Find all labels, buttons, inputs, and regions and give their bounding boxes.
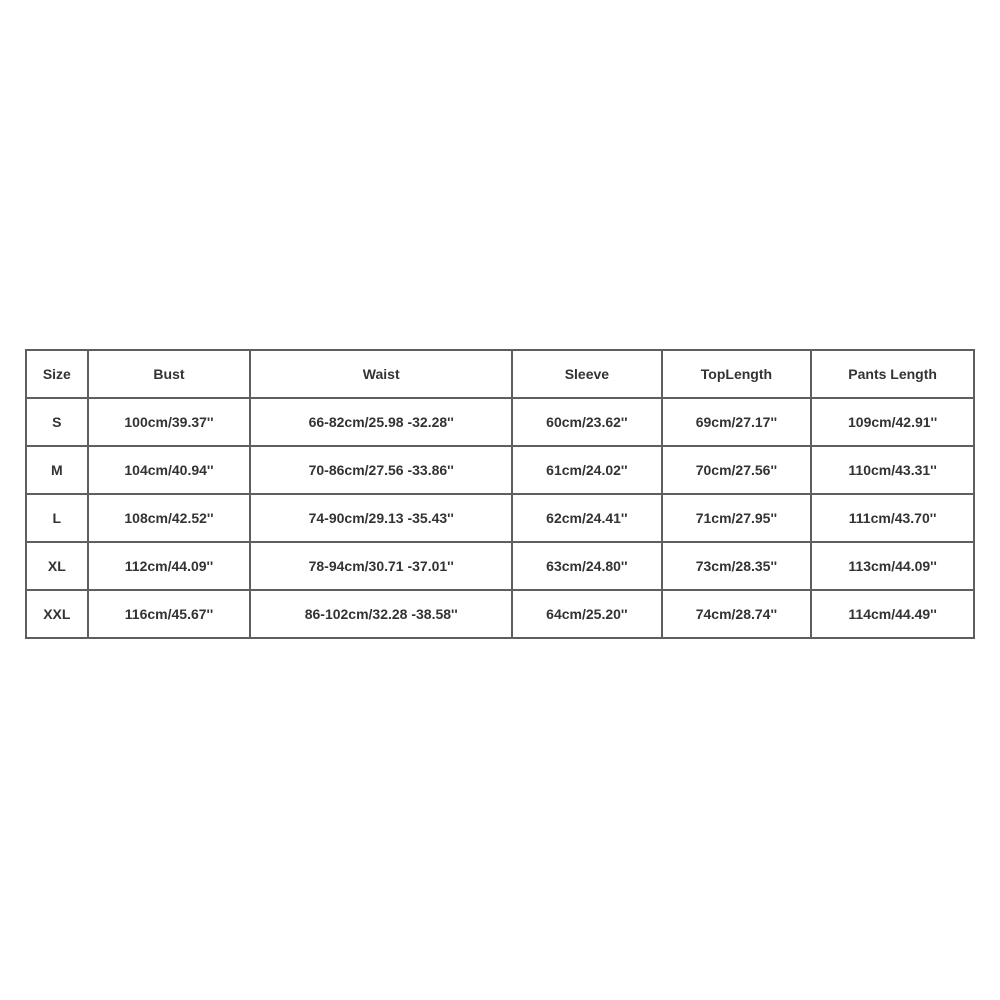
pants-length-cell: 111cm/43.70'' xyxy=(811,494,974,542)
pants-length-cell: 113cm/44.09'' xyxy=(811,542,974,590)
header-bust: Bust xyxy=(88,350,251,398)
sleeve-cell: 61cm/24.02'' xyxy=(512,446,662,494)
sleeve-cell: 64cm/25.20'' xyxy=(512,590,662,638)
table-row xyxy=(26,542,974,590)
waist-cell: 74-90cm/29.13 -35.43'' xyxy=(250,494,512,542)
bust-cell: 108cm/42.52'' xyxy=(88,494,251,542)
table-row xyxy=(26,494,974,542)
size-cell: M xyxy=(26,446,88,494)
sleeve-cell: 62cm/24.41'' xyxy=(512,494,662,542)
waist-cell: 78-94cm/30.71 -37.01'' xyxy=(250,542,512,590)
top-length-cell: 74cm/28.74'' xyxy=(662,590,812,638)
top-length-cell: 69cm/27.17'' xyxy=(662,398,812,446)
bust-cell: 100cm/39.37'' xyxy=(88,398,251,446)
header-sleeve: Sleeve xyxy=(512,350,662,398)
pants-length-cell: 114cm/44.49'' xyxy=(811,590,974,638)
pants-length-cell: 109cm/42.91'' xyxy=(811,398,974,446)
sleeve-cell: 63cm/24.80'' xyxy=(512,542,662,590)
size-cell: S xyxy=(26,398,88,446)
size-cell: XL xyxy=(26,542,88,590)
header-size: Size xyxy=(26,350,88,398)
bust-cell: 116cm/45.67'' xyxy=(88,590,251,638)
waist-cell: 66-82cm/25.98 -32.28'' xyxy=(250,398,512,446)
table-row xyxy=(26,446,974,494)
size-cell: L xyxy=(26,494,88,542)
top-length-cell: 71cm/27.95'' xyxy=(662,494,812,542)
table-row xyxy=(26,398,974,446)
header-top-length: TopLength xyxy=(662,350,812,398)
header-waist: Waist xyxy=(250,350,512,398)
sleeve-cell: 60cm/23.62'' xyxy=(512,398,662,446)
header-row xyxy=(26,350,974,398)
top-length-cell: 70cm/27.56'' xyxy=(662,446,812,494)
waist-cell: 70-86cm/27.56 -33.86'' xyxy=(250,446,512,494)
size-chart-table xyxy=(25,349,975,639)
bust-cell: 112cm/44.09'' xyxy=(88,542,251,590)
waist-cell: 86-102cm/32.28 -38.58'' xyxy=(250,590,512,638)
size-cell: XXL xyxy=(26,590,88,638)
pants-length-cell: 110cm/43.31'' xyxy=(811,446,974,494)
header-pants-length: Pants Length xyxy=(811,350,974,398)
table-row xyxy=(26,590,974,638)
bust-cell: 104cm/40.94'' xyxy=(88,446,251,494)
top-length-cell: 73cm/28.35'' xyxy=(662,542,812,590)
